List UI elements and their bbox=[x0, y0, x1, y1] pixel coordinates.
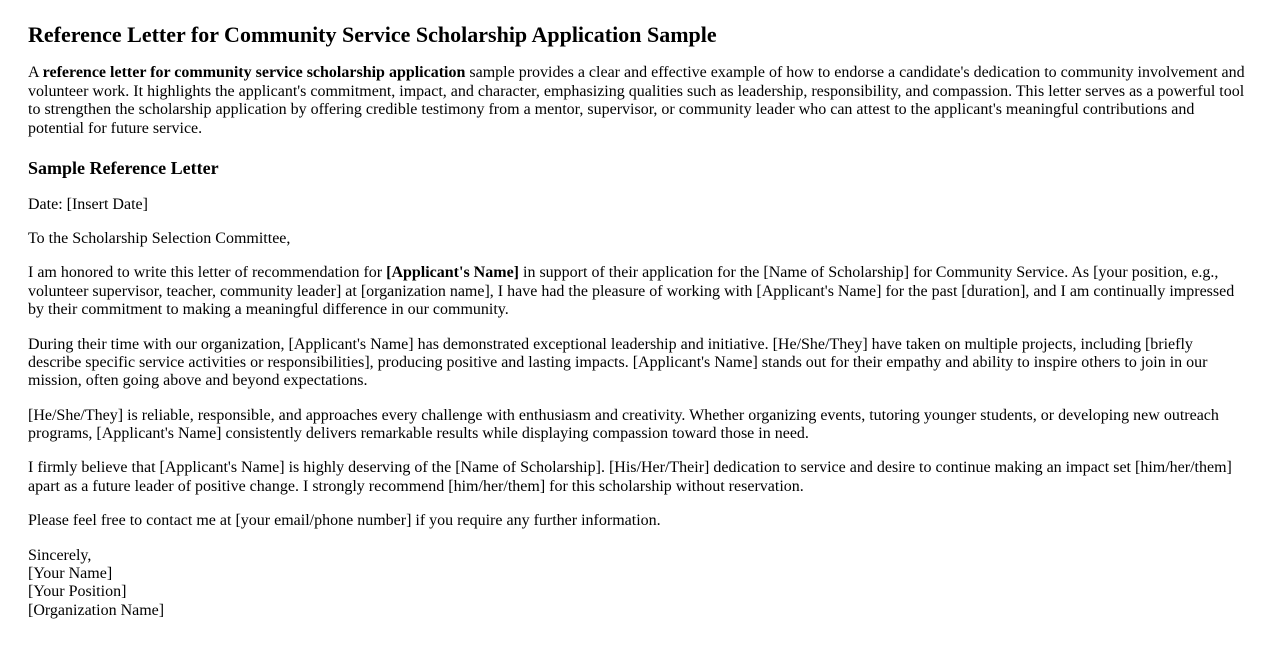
section-heading: Sample Reference Letter bbox=[28, 157, 219, 178]
closing-sincerely: Sincerely, bbox=[28, 546, 92, 564]
letter-date-line: Date: [Insert Date] bbox=[28, 195, 148, 213]
letter-paragraph-endorsement: I firmly believe that [Applicant's Name] is highly deserving of the [Name of Scholarship]. [His/Her/Their] dedication to service and desire to continue making an impact set [him/her/them] apart as a future leader of positive change. I strongly recommend [him/her/them] for this scholarship without reservation. bbox=[28, 459, 1232, 495]
recommendation-before-bold: I am honored to write this letter of recommendation for bbox=[28, 264, 387, 282]
closing-your-name-placeholder: [Your Name] bbox=[28, 565, 113, 583]
intro-rest: sample provides a clear and effective example of how to endorse a candidate's dedication to community involvement and volunteer work. It highlights the applicant's commitment, impact, and character, emphasizing qualities such as leadership, responsibility, and compassion. This letter serves as a powerful tool to strengthen the scholarship application by offering credible testimony from a mentor, supervisor, or community leader who can attest to the applicant's meaningful contributions and potential for future service. bbox=[28, 64, 1245, 137]
page-title: Reference Letter for Community Service Scholarship Application Sample bbox=[28, 22, 717, 47]
letter-paragraph-leadership: During their time with our organization, [Applicant's Name] has demonstrated exceptional leadership and initiative. [He/She/They] have taken on multiple projects, including [briefly describe specific service activities or responsibilities], producing positive and lasting impacts. [Applicant's Name] stands out for their empathy and ability to inspire others to join in our mission, often going above and beyond expectations. bbox=[28, 335, 1208, 390]
letter-paragraph-recommendation bbox=[28, 264, 1248, 319]
applicant-name-placeholder-bold: [Applicant's Name] bbox=[386, 264, 519, 282]
letter-paragraph-reliability: [He/She/They] is reliable, responsible, and approaches every challenge with enthusiasm and creativity. Whether organizing events, tutoring younger students, or developing new outreach programs, [Applicant's Name] consistently delivers remarkable results while displaying compassion toward those in need. bbox=[28, 406, 1219, 443]
intro-paragraph bbox=[28, 64, 1248, 138]
letter-paragraph-contact: Please feel free to contact me at [your email/phone number] if you require any further information. bbox=[28, 512, 661, 530]
closing-your-position-placeholder: [Your Position] bbox=[28, 583, 127, 601]
intro-lead-in: A bbox=[28, 64, 43, 82]
letter-salutation: To the Scholarship Selection Committee, bbox=[28, 229, 291, 247]
recommendation-after-bold: in support of their application for the [Name of Scholarship] for Community Service. As [your position, e.g., volunteer supervisor, teacher, community leader] at [organization name], I have had the pleasure of working with [Applicant's Name] for the past [duration], and I am continually impressed by their commitment to making a meaningful difference in our community. bbox=[28, 264, 1235, 319]
intro-bold-keyphrase: reference letter for community service scholarship application bbox=[42, 64, 466, 82]
closing-organization-name-placeholder: [Organization Name] bbox=[28, 601, 165, 619]
letter-closing-block bbox=[28, 547, 1248, 621]
